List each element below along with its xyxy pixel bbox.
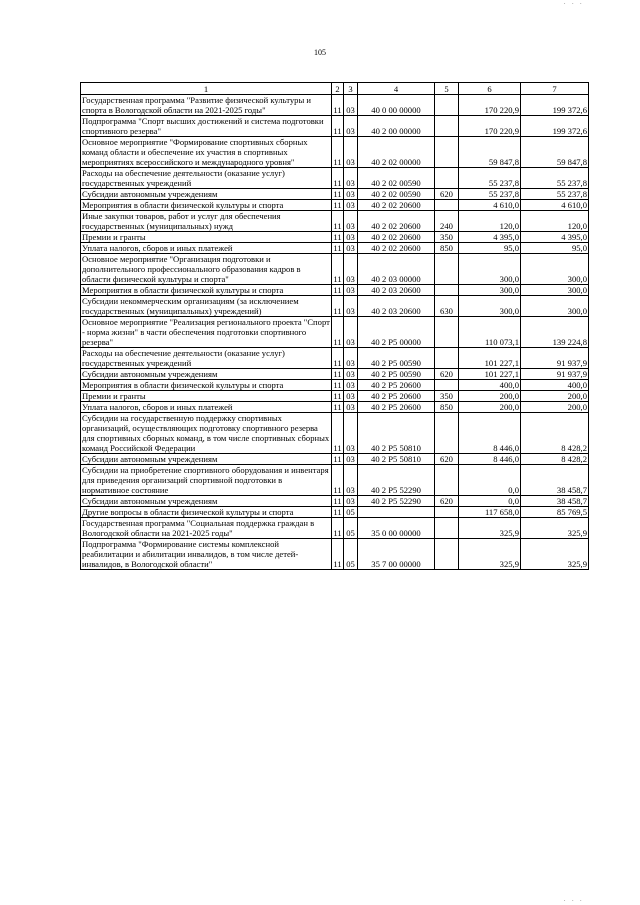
item-name-cell: Субсидии автономным учреждениям [81,496,332,507]
header-cell: 2 [332,83,344,95]
amount-col6-cell: 0,0 [459,465,521,496]
subsection-code-cell: 03 [344,168,358,189]
subsection-code-cell: 05 [344,539,358,570]
section-code-cell: 11 [333,507,342,517]
target-article-cell: 40 2 02 20600 [358,243,435,254]
section-code-cell: 11 [332,348,344,369]
item-name-cell: Мероприятия в области физической культуры и спорта [81,200,332,211]
amount-col7-cell: 325,9 [521,539,589,570]
expense-type-cell [435,200,459,211]
target-article-cell: 35 0 00 00000 [358,518,435,539]
item-name-cell: Подпрограмма "Формирование системы комплексной реабилитации и абилитации инвалидов, в том числе детей-инвалидов, в Вологодской области" [81,539,332,570]
section-code-cell: 11 [333,402,342,412]
expense-type-cell: 850 [435,243,459,254]
target-article-cell: 40 2 00 00000 [358,116,435,137]
subsection-code-cell: 03 [344,189,358,200]
subsection-code-cell: 03 [344,369,358,380]
table-body [81,95,589,570]
subsection-code-cell: 03 [344,200,358,211]
amount-col7-cell: 55 237,8 [521,168,589,189]
subsection-code-cell: 05 [344,518,358,539]
target-article-cell: 40 2 02 00590 [358,168,435,189]
amount-col7-cell: 95,0 [521,243,589,254]
item-name-cell: Основное мероприятие "Реализация регионального проекта "Спорт - норма жизни" в части обеспечения подготовки спортивного резерва" [82,317,330,347]
amount-col7-cell: 91 937,9 [521,348,589,369]
section-code-cell: 11 [332,465,344,496]
amount-col6-cell: 300,0 [459,285,521,296]
table-row [81,211,589,232]
table-row [81,369,589,380]
amount-col6-cell: 101 227,1 [459,369,521,380]
section-code-cell: 11 [333,243,342,253]
section-code-cell: 11 [333,189,342,199]
target-article-cell [358,507,435,518]
amount-col6-cell: 8 446,0 [459,454,521,465]
expense-type-cell: 350 [435,232,459,243]
amount-col6-cell: 4 610,0 [459,200,521,211]
header-row [81,83,589,95]
table-row [81,402,589,413]
subsection-code-cell: 03 [344,232,358,243]
section-code-cell: 11 [332,317,344,348]
amount-col6-cell: 55 237,8 [459,189,521,200]
item-name-cell: Иные закупки товаров, работ и услуг для обеспечения государственных (муниципальных) нужд [81,211,332,232]
subsection-code-cell: 03 [344,137,358,168]
amount-col7-cell: 139 224,8 [521,317,589,348]
subsection-code-cell: 03 [344,465,358,496]
target-article-cell: 35 7 00 00000 [358,539,435,570]
amount-col7-cell: 325,9 [521,518,589,539]
target-article-cell: 40 2 P5 00590 [358,369,435,380]
target-article-cell: 40 2 02 20600 [358,211,435,232]
subsection-code-cell: 03 [344,454,358,465]
section-code-cell: 11 [332,95,344,116]
target-article-cell: 40 0 00 00000 [358,95,435,116]
section-code-cell: 11 [332,168,344,189]
target-article-cell: 40 2 03 00000 [358,254,435,285]
amount-col6-cell: 120,0 [459,211,521,232]
subsection-code-cell: 03 [344,348,358,369]
subsection-code-cell: 03 [344,243,358,254]
expense-type-cell [435,285,459,296]
amount-col6-cell: 110 073,1 [459,317,521,348]
amount-col6-cell: 200,0 [459,402,521,413]
amount-col7-cell: 300,0 [521,296,589,317]
amount-col6-cell: 55 237,8 [459,168,521,189]
item-name-cell: Премии и гранты [81,391,332,402]
subsection-code-cell: 03 [344,402,358,413]
section-code-cell: 11 [332,539,344,570]
header-cell: 7 [521,83,589,95]
amount-col7-cell: 8 428,2 [521,413,589,454]
amount-col7-cell: 8 428,2 [521,454,589,465]
subsection-code-cell: 03 [344,413,358,454]
header-cell: 4 [358,83,435,95]
amount-col7-cell: 91 937,9 [521,369,589,380]
subsection-code-cell: 03 [344,380,358,391]
item-name-cell: Другие вопросы в области физической культуры и спорта [81,507,332,518]
subsection-code-cell: 03 [344,254,358,285]
item-name-cell: Субсидии на приобретение спортивного оборудования и инвентаря для приведения организаций спортивной подготовки в нормативное состояние [81,465,332,496]
item-name-cell: Уплата налогов, сборов и иных платежей [81,243,332,254]
amount-col6-cell: 170 220,9 [459,116,521,137]
table-row [81,454,589,465]
section-code-cell: 11 [332,211,344,232]
subsection-code-cell: 03 [344,296,358,317]
item-name-cell: Мероприятия в области физической культуры и спорта [81,380,332,391]
target-article-cell: 40 2 02 20600 [358,200,435,211]
header-cell: 5 [435,83,459,95]
subsection-code-cell: 03 [344,391,358,402]
amount-col6-cell: 400,0 [459,380,521,391]
header-cell: 3 [344,83,358,95]
target-article-cell: 40 2 02 00590 [358,189,435,200]
item-name-cell: Расходы на обеспечение деятельности (оказание услуг) государственных учреждений [81,348,332,369]
table-row [81,380,589,391]
item-name-cell: Подпрограмма "Спорт высших достижений и система подготовки спортивного резерва" [81,116,332,137]
subsection-code-cell: 03 [344,496,358,507]
item-name-cell: Расходы на обеспечение деятельности (оказание услуг) государственных учреждений [81,168,332,189]
table-row [81,189,589,200]
corner-mark-bottom: · · · [563,897,584,905]
expense-type-cell: 620 [435,454,459,465]
table-row [81,137,589,168]
amount-col6-cell: 59 847,8 [459,137,521,168]
item-name-cell: Основное мероприятие "Формирование спортивных сборных команд области и обеспечение их участия в спортивных мероприятиях всероссийского и международного уровня" [81,137,332,168]
section-code-cell: 11 [333,232,342,242]
header-cell: 6 [459,83,521,95]
expense-type-cell [435,348,459,369]
target-article-cell: 40 2 03 20600 [358,296,435,317]
target-article-cell: 40 2 P5 50810 [358,413,435,454]
amount-col6-cell: 0,0 [459,496,521,507]
amount-col7-cell: 300,0 [521,254,589,285]
table-row [81,391,589,402]
expense-type-cell [435,116,459,137]
section-code-cell: 11 [333,380,342,390]
table-row [81,465,589,496]
subsection-code-cell: 03 [344,116,358,137]
amount-col6-cell: 4 395,0 [459,232,521,243]
item-name-cell: Субсидии автономным учреждениям [81,369,332,380]
section-code-cell: 11 [332,116,344,137]
item-name-cell: Государственная программа "Развитие физической культуры и спорта в Вологодской области на 2021-2025 годы" [81,95,332,116]
section-code-cell: 11 [332,137,344,168]
amount-col7-cell: 199 372,6 [521,116,589,137]
section-code-cell: 11 [333,285,342,295]
target-article-cell: 40 2 P5 52290 [358,465,435,496]
expense-type-cell: 350 [435,391,459,402]
expense-type-cell: 620 [435,369,459,380]
item-name-cell: Премии и гранты [81,232,332,243]
expense-type-cell [435,518,459,539]
section-code-cell: 11 [333,454,342,464]
section-code-cell: 11 [332,518,344,539]
amount-col7-cell: 38 458,7 [521,496,589,507]
expense-type-cell [435,95,459,116]
subsection-code-cell: 03 [344,95,358,116]
section-code-cell: 11 [333,496,342,506]
amount-col7-cell: 38 458,7 [521,465,589,496]
target-article-cell: 40 2 03 20600 [358,285,435,296]
subsection-code-cell: 03 [344,317,358,348]
expense-type-cell [435,254,459,285]
table-row [81,232,589,243]
item-name-cell: Основное мероприятие "Организация подготовки и дополнительного профессионального образования кадров в области физической культуры и спорта" [81,254,332,285]
amount-col6-cell: 200,0 [459,391,521,402]
amount-col6-cell: 8 446,0 [459,413,521,454]
amount-col7-cell: 4 610,0 [521,200,589,211]
item-name-cell: Государственная программа "Социальная поддержка граждан в Вологодской области на 2021-2025 годы" [81,518,332,539]
amount-col6-cell: 325,9 [459,539,521,570]
amount-col6-cell: 95,0 [459,243,521,254]
table-row [81,348,589,369]
expense-type-cell: 630 [435,296,459,317]
expense-type-cell [435,413,459,454]
expense-type-cell [435,317,459,348]
amount-col6-cell: 101 227,1 [459,348,521,369]
table-row [81,243,589,254]
corner-mark-top: · · · [563,0,584,8]
section-code-cell: 11 [332,413,344,454]
expense-type-cell [435,465,459,496]
amount-col7-cell: 199 372,6 [521,95,589,116]
expense-type-cell: 620 [435,496,459,507]
expense-type-cell [435,539,459,570]
table-row [81,317,589,348]
table-row [81,254,589,285]
target-article-cell: 40 2 02 20600 [358,232,435,243]
target-article-cell: 40 2 02 00000 [358,137,435,168]
target-article-cell: 40 2 P5 20600 [358,380,435,391]
target-article-cell: 40 2 P5 00590 [358,348,435,369]
amount-col7-cell: 55 237,8 [521,189,589,200]
section-code-cell: 11 [332,254,344,285]
table-row [81,200,589,211]
expense-type-cell [435,137,459,168]
expense-type-cell: 620 [435,189,459,200]
amount-col7-cell: 59 847,8 [521,137,589,168]
target-article-cell: 40 2 P5 20600 [358,402,435,413]
expense-type-cell: 850 [435,402,459,413]
table-row [81,518,589,539]
amount-col7-cell: 200,0 [521,402,589,413]
item-name-cell: Мероприятия в области физической культуры и спорта [81,285,332,296]
amount-col6-cell: 170 220,9 [459,95,521,116]
section-code-cell: 11 [333,391,342,401]
table-row [81,116,589,137]
expense-type-cell: 240 [435,211,459,232]
amount-col7-cell: 200,0 [521,391,589,402]
amount-col7-cell: 4 395,0 [521,232,589,243]
amount-col7-cell: 120,0 [521,211,589,232]
amount-col7-cell: 400,0 [521,380,589,391]
item-name-cell: Субсидии автономным учреждениям [81,454,332,465]
table-row [81,168,589,189]
table-row [81,507,589,518]
amount-col7-cell: 300,0 [521,285,589,296]
item-name-cell: Уплата налогов, сборов и иных платежей [81,402,332,413]
item-name-cell: Субсидии автономным учреждениям [81,189,332,200]
page-number: 105 [314,48,326,57]
amount-col6-cell: 325,9 [459,518,521,539]
target-article-cell: 40 2 P5 50810 [358,454,435,465]
table-row [81,296,589,317]
budget-table [80,82,589,570]
table-row [81,413,589,454]
expense-type-cell [435,507,459,518]
amount-col6-cell: 300,0 [459,254,521,285]
section-code-cell: 11 [333,369,342,379]
target-article-cell: 40 2 P5 52290 [358,496,435,507]
table-row [81,285,589,296]
item-name-cell: Субсидии некоммерческим организациям (за исключением государственных (муниципальных) учреждений) [81,296,332,317]
subsection-code-cell: 03 [344,211,358,232]
table-row [81,95,589,116]
target-article-cell: 40 2 P5 00000 [358,317,435,348]
section-code-cell: 11 [333,200,342,210]
expense-type-cell [435,380,459,391]
subsection-code-cell: 03 [344,285,358,296]
table-row [81,539,589,570]
amount-col7-cell: 85 769,5 [521,507,589,518]
expense-type-cell [435,168,459,189]
item-name-cell: Субсидии на государственную поддержку спортивных организаций, осуществляющих подготовку спортивного резерва для спортивных сборных команд, в том числе спортивных сборных команд Российской Федерации [81,413,332,454]
subsection-code-cell: 05 [344,507,358,518]
section-code-cell: 11 [332,296,344,317]
header-cell: 1 [81,83,332,95]
amount-col6-cell: 300,0 [459,296,521,317]
table-row [81,496,589,507]
target-article-cell: 40 2 P5 20600 [358,391,435,402]
amount-col6-cell: 117 658,0 [459,507,521,518]
